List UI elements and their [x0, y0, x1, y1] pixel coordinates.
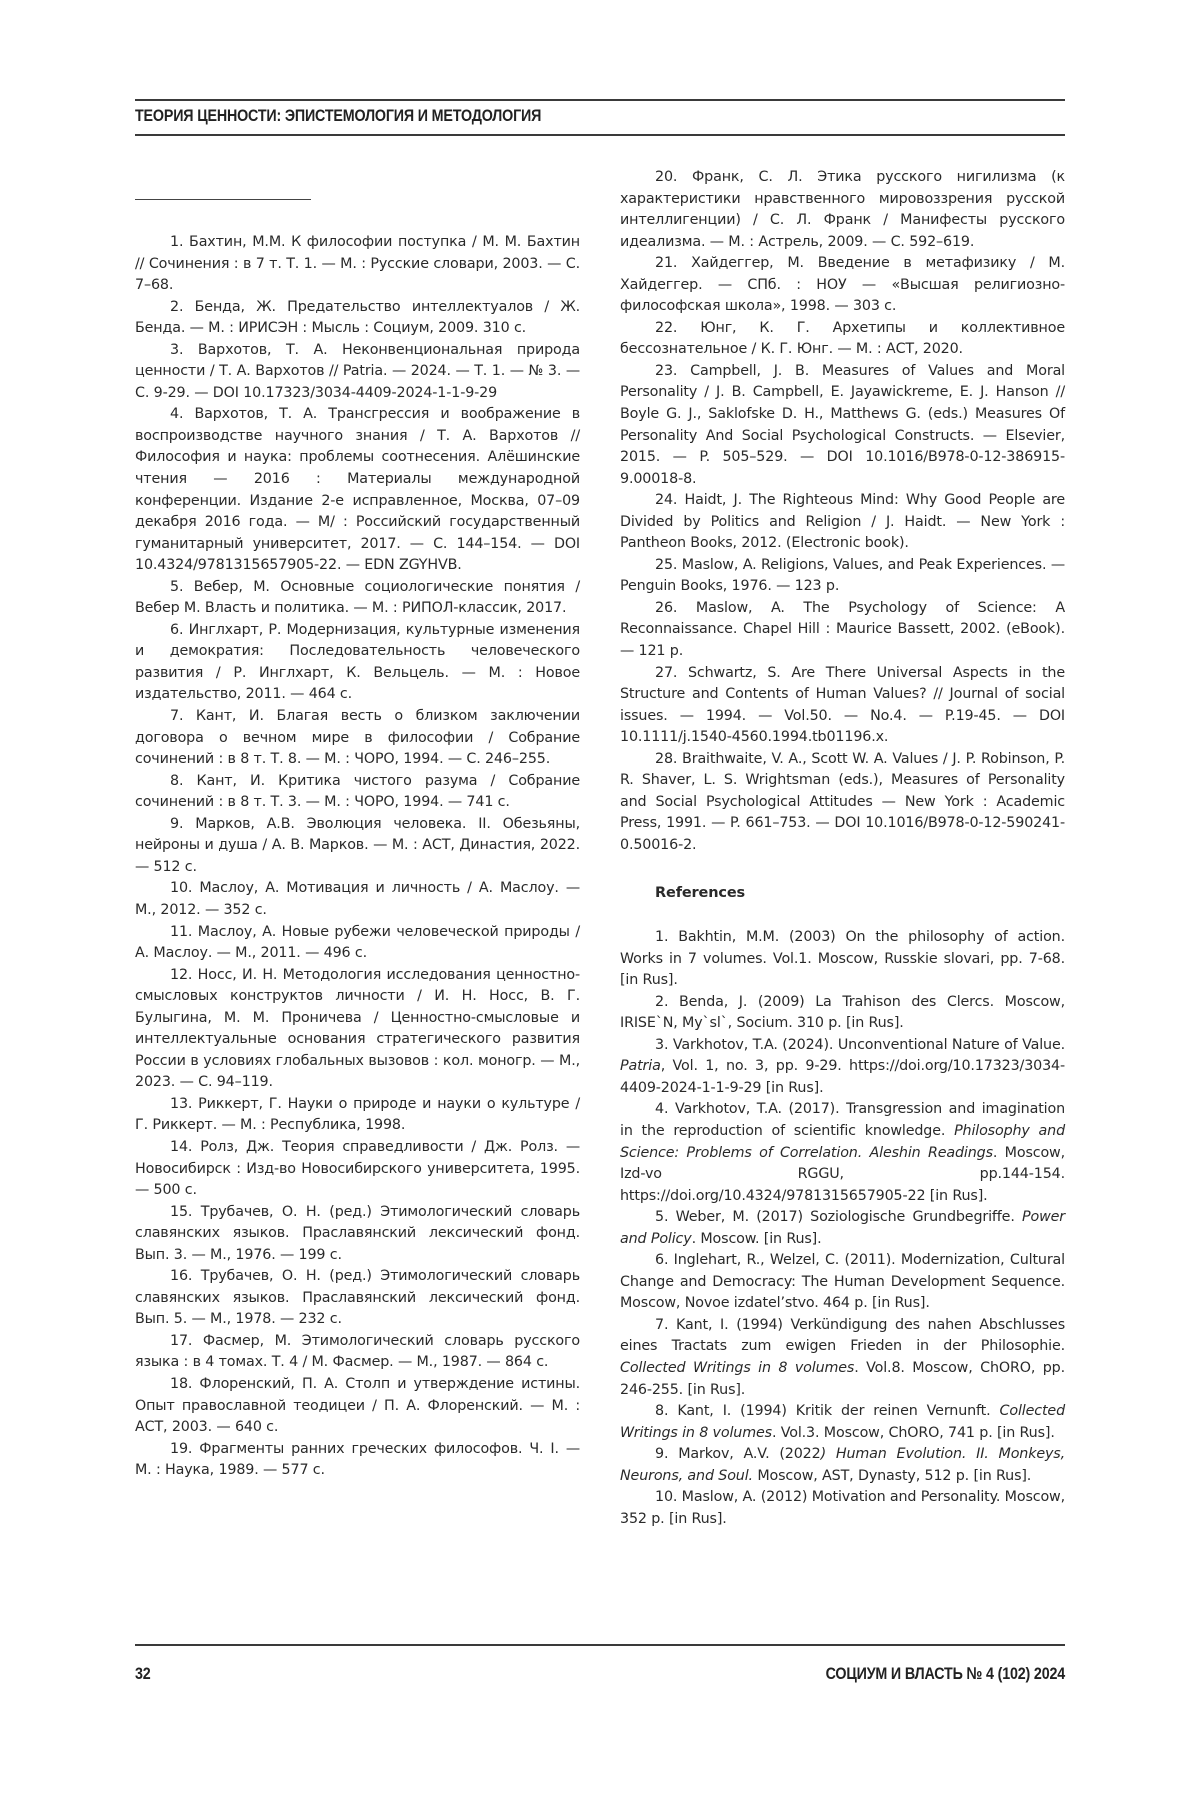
bibliography-entry: 4. Вархотов, Т. А. Трансгрессия и воображение в воспроизводстве научного знания / Т. А. Вархотов // Философия и наука: проблемы соотнесения. Алёшинские чтения — 2016 : Материалы международной конференции. Издание 2-е исправленное, Москва, 07–09 декабря 2016 года. — М/ : Российский государственный гуманитарный университет, 2017. — С. 144–154. — DOI 10.4324/9781315657905-22. — EDN ZGYHVB.	[135, 406, 580, 574]
reference-text: . Vol.3. Moscow, ChORO, 741 p. [in Rus].	[771, 1424, 1055, 1441]
bibliography-entry: 6. Инглхарт, Р. Модернизация, культурные изменения и демократия: Последовательность человеческого развития / Р. Инглхарт, К. Вельцель. — М. : Новое издательство, 2011. — 464 с.	[135, 621, 580, 703]
running-header-title: ТЕОРИЯ ЦЕННОСТИ: ЭПИСТЕМОЛОГИЯ И МЕТОДОЛОГИЯ	[135, 106, 542, 125]
reference-entry	[620, 1207, 1065, 1250]
bibliography-entry: 24. Haidt, J. The Righteous Mind: Why Good People are Divided by Politics and Religion / J. Haidt. — New York : Pantheon Books, 2012. (Electronic book).	[620, 492, 1065, 552]
bibliography-entry: 12. Носс, И. Н. Методология исследования ценностно-смысловых конструктов личности / И. Н. Носс, В. Г. Булыгина, М. М. Проничева / Ценностно-смысловые и интеллектуальные основания стратегического развития России в условиях глобальных вызовов : кол. моногр. — М., 2023. — С. 94–119.	[135, 966, 580, 1091]
bibliography-entry: 16. Трубачев, О. Н. (ред.) Этимологический словарь славянских языков. Праславянский лексический фонд. Вып. 5. — М., 1978. — 232 с.	[135, 1268, 580, 1328]
reference-text: , Vol. 1, no. 3, pp. 9-29. https://doi.org/10.17323/3034-4409-2024-1-1-9-29 [in Rus].	[620, 1058, 1065, 1096]
reference-entry	[620, 1099, 1065, 1207]
reference-italic-title: Philosophy and Science: Problems of Correlation. Aleshin Readings	[620, 1122, 1065, 1161]
header-rule-bottom	[135, 134, 1065, 136]
footnote-separator	[135, 199, 311, 200]
footer-rule	[135, 1644, 1065, 1646]
reference-text: 3. Varkhotov, T.A. (2024). Unconventional Nature of Value.	[655, 1036, 1065, 1053]
bibliography-entry: 10. Маслоу, А. Мотивация и личность / А. Маслоу. — М., 2012. — 352 с.	[135, 880, 580, 918]
bibliography-entry: 14. Ролз, Дж. Теория справедливости / Дж. Ролз. — Новосибирск : Изд-во Новосибирского университета, 1995. — 500 с.	[135, 1138, 580, 1199]
bibliography-column-left	[135, 232, 580, 1482]
reference-entry	[620, 1315, 1065, 1401]
reference-text: 7. Kant, I. (1994) Verkündigung des nahen Abschlusses eines Tractats zum ewigen Frieden in der Philosophie.	[620, 1316, 1065, 1355]
bibliography-entry: 19. Фрагменты ранних греческих философов. Ч. I. — М. : Наука, 1989. — 577 с.	[135, 1440, 580, 1479]
reference-italic-title: Power and Policy	[620, 1209, 1065, 1247]
reference-entry	[620, 1487, 1065, 1530]
reference-text: 8. Kant, I. (1994) Kritik der reinen Vernunft.	[655, 1403, 1000, 1420]
reference-italic-title: Collected Writings in 8 volumes	[620, 1403, 1065, 1441]
reference-text: . Moscow, Izd-vo RGGU, pp.144-154. https://doi.org/10.4324/9781315657905-22 [in Rus].	[620, 1144, 1065, 1204]
bibliography-entry: 5. Вебер, М. Основные социологические понятия / Вебер М. Власть и политика. — М. : РИПОЛ-классик, 2017.	[135, 578, 580, 617]
bibliography-entry: 27. Schwartz, S. Are There Universal Aspects in the Structure and Contents of Human Values? // Journal of social issues. — 1994. — Vol.50. — No.4. — P.19-45. — DOI 10.1111/j.1540-4560.1994.tb01196.x.	[620, 664, 1065, 746]
bibliography-entry: 9. Марков, А.В. Эволюция человека. II. Обезьяны, нейроны и душа / А. В. Марков. — М. : АСТ, Династия, 2022. — 512 с.	[135, 815, 580, 875]
bibliography-entry: 23. Campbell, J. B. Measures of Values and Moral Personality / J. B. Campbell, E. Jayawickreme, E. J. Hanson // Boyle G. J., Saklofske D. H., Matthews G. (eds.) Measures Of Personality And Social Psychological Constructs. — Elsevier, 2015. — P. 505–529. — DOI 10.1016/B978-0-12-386915-9.00018-8.	[620, 362, 1065, 487]
page-number: 32	[135, 1664, 151, 1683]
bibliography-entry: 26. Maslow, A. The Psychology of Science: A Reconnaissance. Chapel Hill : Maurice Bassett, 2002. (eBook). — 121 p.	[620, 599, 1065, 660]
reference-text: . Moscow. [in Rus].	[691, 1230, 822, 1247]
reference-text: . Vol.8. Moscow, ChORO, pp. 246-255. [in Rus].	[620, 1359, 1065, 1398]
bibliography-entry: 20. Франк, С. Л. Этика русского нигилизма (к характеристики нравственного мировоззрения русской интеллигенции) / С. Л. Франк / Манифесты русского идеализма. — М. : Астрель, 2009. — С. 592–619.	[620, 169, 1065, 250]
reference-text: 6. Inglehart, R., Welzel, C. (2011). Modernization, Cultural Change and Democracy: The Human Development Sequence. Moscow, Novoe izdatel’stvo. 464 p. [in Rus].	[620, 1252, 1065, 1312]
reference-text: 1. Bakhtin, M.M. (2003) On the philosophy of action. Works in 7 volumes. Vol.1. Moscow, Russkie slovari, pp. 7-68. [in Rus].	[620, 929, 1065, 989]
bibliography-entry: 17. Фасмер, М. Этимологический словарь русского языка : в 4 томах. Т. 4 / М. Фасмер. — М., 1987. — 864 с.	[135, 1332, 580, 1371]
bibliography-entry: 28. Braithwaite, V. A., Scott W. A. Values / J. P. Robinson, P. R. Shaver, L. S. Wrightsman (eds.), Measures of Personality and Social Psychological Attitudes — New York : Academic Press, 1991. — P. 661–753. — DOI 10.1016/B978-0-12-590241-0.50016-2.	[620, 750, 1065, 853]
reference-text: 2. Benda, J. (2009) La Trahison des Clercs. Moscow, IRISE`N, My`sl`, Socium. 310 p. [in Rus].	[620, 993, 1065, 1032]
bibliography-entry: 7. Кант, И. Благая весть о близком заключении договора о вечном мире в философии / Собрание сочинений : в 8 т. Т. 8. — М. : ЧОРО, 1994. — С. 246–255.	[135, 708, 580, 768]
reference-text: Moscow, AST, Dynasty, 512 p. [in Rus].	[752, 1467, 1032, 1484]
reference-text: 4. Varkhotov, T.A. (2017). Transgression and imagination in the reproduction of scientific knowledge.	[620, 1101, 1065, 1139]
bibliography-list-continued	[620, 167, 1065, 857]
reference-text: 9. Markov, A.V. (2022	[655, 1446, 821, 1463]
bibliography-entry: 22. Юнг, К. Г. Архетипы и коллективное бессознательное / К. Г. Юнг. — М. : АСТ, 2020.	[620, 319, 1065, 358]
references-list	[620, 927, 1065, 1530]
reference-entry	[620, 1444, 1065, 1487]
bibliography-entry: 3. Вархотов, Т. А. Неконвенциональная природа ценности / Т. А. Вархотов // Patria. — 2024. — Т. 1. — № 3. — С. 9-29. — DOI 10.17323/3034-4409-2024-1-1-9-29	[135, 341, 580, 401]
bibliography-column-right	[620, 167, 1065, 1530]
reference-italic-title: Patria	[620, 1058, 661, 1075]
reference-entry	[620, 1401, 1065, 1444]
reference-entry	[620, 1035, 1065, 1100]
header-rule-top	[135, 99, 1065, 101]
reference-entry	[620, 992, 1065, 1035]
reference-italic-title: Collected Writings in 8 volumes	[620, 1359, 855, 1376]
references-heading: References	[655, 884, 746, 901]
bibliography-entry: 13. Риккерт, Г. Науки о природе и науки о культуре / Г. Риккерт. — М. : Республика, 1998.	[135, 1095, 580, 1134]
journal-name: СОЦИУМ И ВЛАСТЬ № 4 (102) 2024	[825, 1664, 1065, 1683]
reference-entry	[620, 927, 1065, 992]
bibliography-entry: 18. Флоренский, П. А. Столп и утверждение истины. Опыт православной теодицеи / П. А. Флоренский. — М. : АСТ, 2003. — 640 с.	[135, 1375, 580, 1436]
bibliography-entry: 21. Хайдеггер, М. Введение в метафизику / М. Хайдеггер. — СПб. : НОУ — «Высшая религиозно-философская школа», 1998. — 303 с.	[620, 255, 1065, 315]
reference-text: 5. Weber, M. (2017) Soziologische Grundbegriffe.	[655, 1209, 1022, 1226]
bibliography-entry: 8. Кант, И. Критика чистого разума / Собрание сочинений : в 8 т. Т. 3. — М. : ЧОРО, 1994. — 741 с.	[135, 772, 580, 811]
reference-entry	[620, 1250, 1065, 1315]
bibliography-entry: 25. Maslow, A. Religions, Values, and Peak Experiences. — Penguin Books, 1976. — 123 p.	[620, 556, 1065, 595]
bibliography-entry: 15. Трубачев, О. Н. (ред.) Этимологический словарь славянских языков. Праславянский лексический фонд. Вып. 3. — М., 1976. — 199 с.	[135, 1203, 580, 1263]
bibliography-entry: 2. Бенда, Ж. Предательство интеллектуалов / Ж. Бенда. — М. : ИРИСЭН : Мысль : Социум, 2009. 310 с.	[135, 298, 580, 337]
reference-text: 10. Maslow, A. (2012) Motivation and Personality. Moscow, 352 p. [in Rus].	[620, 1489, 1065, 1527]
bibliography-entry: 1. Бахтин, М.М. К философии поступка / М. М. Бахтин // Сочинения : в 7 т. Т. 1. — М. : Русские словари, 2003. — С. 7–68.	[135, 234, 580, 294]
reference-italic-title: ) Human Evolution. II. Monkeys, Neurons, and Soul.	[620, 1446, 1066, 1484]
bibliography-entry: 11. Маслоу, А. Новые рубежи человеческой природы / А. Маслоу. — М., 2011. — 496 с.	[135, 923, 580, 962]
